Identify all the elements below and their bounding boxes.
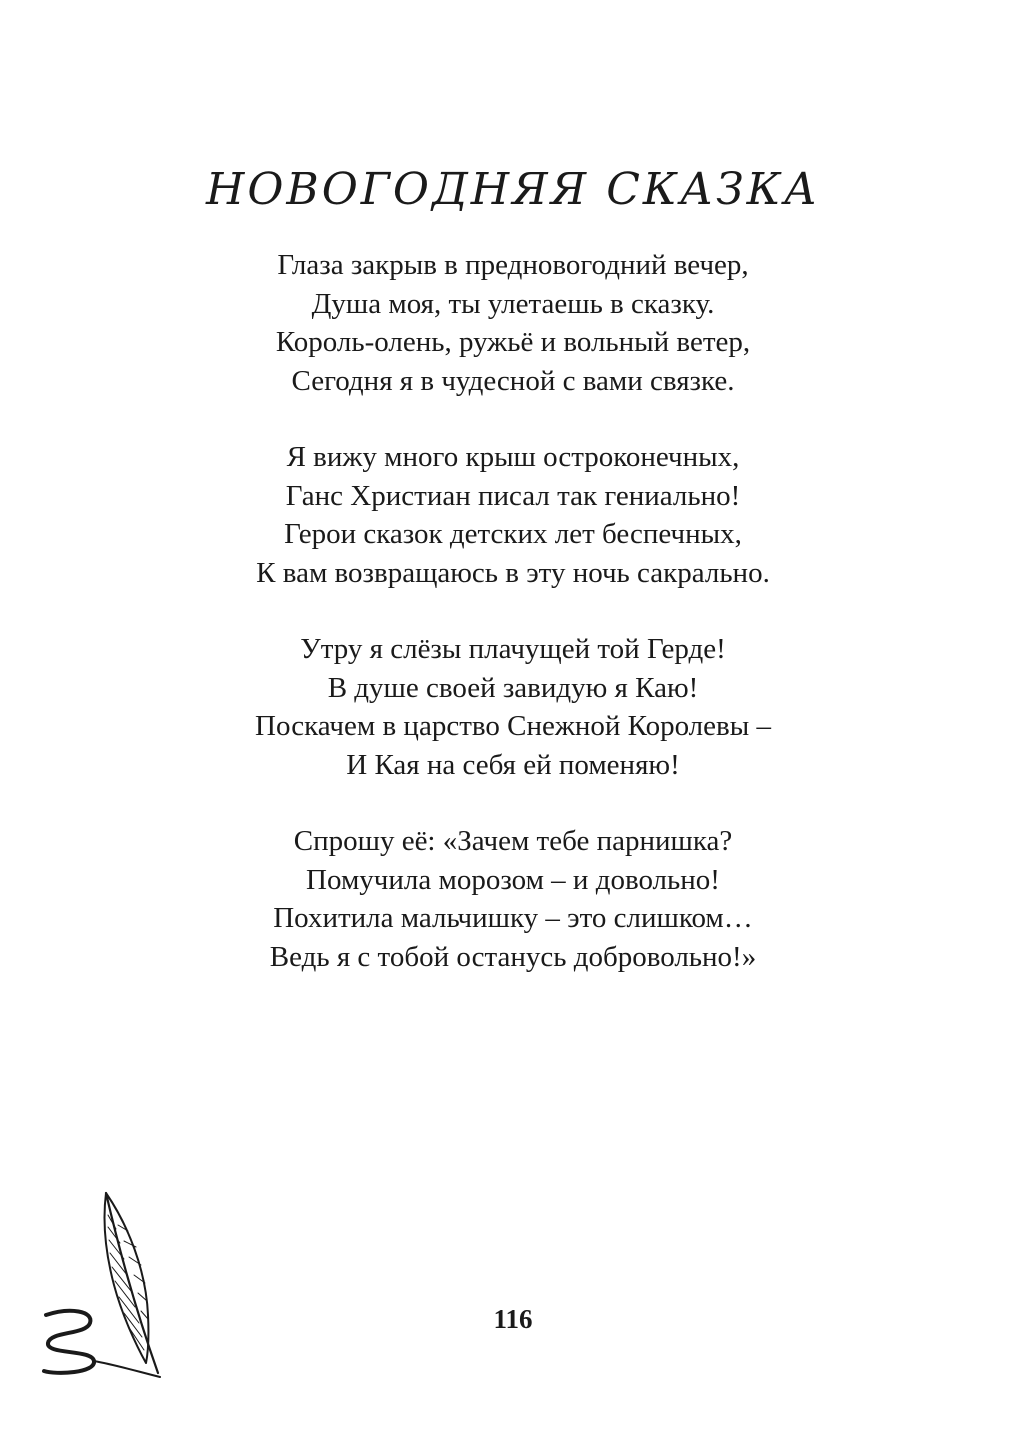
poem-line: Похитила мальчишку – это слишком… bbox=[273, 902, 753, 934]
poem-title: НОВОГОДНЯЯ СКАЗКА bbox=[205, 164, 821, 215]
poem-line: Спрошу её: «Зачем тебе парнишка? bbox=[293, 825, 733, 857]
poem-body bbox=[0, 246, 1026, 1014]
poem-line: Утру я слёзы плачущей той Герде! bbox=[300, 633, 726, 665]
poem-line: Поскачем в царство Снежной Королевы – bbox=[255, 710, 771, 742]
poem-line: Душа моя, ты улетаешь в сказку. bbox=[311, 287, 715, 320]
poem-line: К вам возвращаюсь в эту ночь сакрально. bbox=[256, 556, 770, 589]
poem-line: Король-олень, ружьё и вольный ветер, bbox=[275, 326, 751, 358]
poem-line: Помучила морозом – и довольно! bbox=[306, 863, 720, 896]
stanza-1 bbox=[0, 246, 1026, 400]
poem-line: Ведь я с тобой останусь добровольно!» bbox=[269, 940, 757, 973]
poem-line: Герои сказок детских лет беспечных, bbox=[284, 518, 742, 550]
poem-line: Сегодня я в чудесной с вами связке. bbox=[291, 364, 735, 397]
poem-line: В душе своей завидую я Каю! bbox=[327, 671, 699, 704]
stanza-3 bbox=[0, 630, 1026, 784]
stanza-2 bbox=[0, 438, 1026, 592]
page-number: 116 bbox=[493, 1304, 533, 1334]
quill-pen-icon bbox=[36, 1185, 176, 1385]
poem-line: Глаза закрыв в предновогодний вечер, bbox=[277, 249, 749, 281]
poem-line: И Кая на себя ей поменяю! bbox=[346, 748, 680, 781]
poem-line: Я вижу много крыш остроконечных, bbox=[286, 441, 740, 473]
stanza-4 bbox=[0, 822, 1026, 976]
poem-line: Ганс Христиан писал так гениально! bbox=[285, 479, 741, 512]
